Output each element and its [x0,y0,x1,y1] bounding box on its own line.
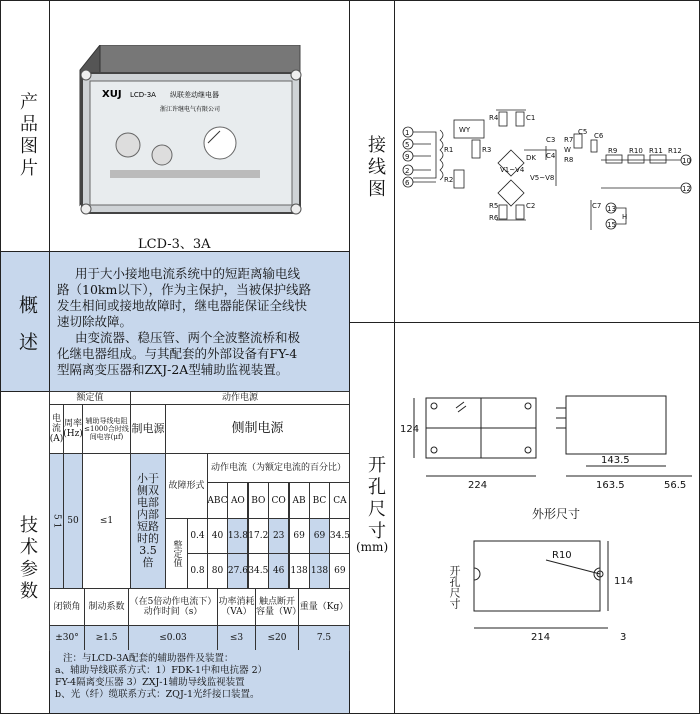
freq-value: 50 [63,453,83,589]
wiring-diagram [396,90,696,240]
terminal-label: 6 [405,179,410,187]
outline-title: 外形尺寸 [532,507,581,521]
terminal-label: 12 [682,185,691,193]
phase-header: AB [289,482,310,519]
note-line: b、光（纤）缆联系方式：ZQJ-1光纤接口装置。 [55,689,260,700]
bottom-value: ≤20 [255,625,299,651]
row1-cell: 69 [309,518,330,554]
terminal-label: 9 [405,153,410,161]
row1-cell: 17.2 [248,518,269,554]
row1-cell: 34.5 [329,518,350,554]
part-label: R2 [444,176,454,184]
bottom-value: ≤0.03 [128,625,218,651]
aux-header: 辅助导线电阻≤1000合时线间电容(μf) [82,404,131,454]
note-line: FY-4隔离变压器 3）ZXJ-1辅助导线监视装置 [55,677,245,688]
dim-front-h: 124 [400,424,420,435]
notes [50,650,349,713]
part-label: R7 [564,136,574,144]
row1-cell: 69 [289,518,310,554]
phase-header: ABC [207,482,228,519]
hole-drawing-label: 开孔尺寸 [448,565,461,609]
dim-hole-h: 114 [614,576,634,587]
part-label: R10 [629,147,643,155]
part-label: R11 [649,147,663,155]
bottom-value: ±30° [49,625,85,651]
note-line: a、辅助导线联系方式：1）FDK-1中和电抗器 2） [55,665,268,676]
part-label: V5~V8 [530,174,555,182]
part-label: C4 [546,152,556,160]
dim-side-a: 143.5 [601,455,630,466]
power-header: 制电源 [130,404,166,454]
phase-header: CA [329,482,350,519]
part-label: C2 [526,202,536,210]
note-line: 注：与LCD-3A配套的辅助器件及装置： [63,653,234,664]
desc-value: 小于侧双电部内部短路时的3.5倍 [130,453,166,589]
overview-line: 型隔离变压器和ZXJ-2A型辅助监视装置。 [57,362,289,377]
dim-hole-w: 214 [531,632,551,643]
overview-line: 速切除故障。 [57,314,133,329]
part-label: R12 [668,147,682,155]
panel-model: LCD-3A [130,91,156,99]
wiring-section-label: 接线图 [365,135,386,201]
setting-header: 整定值 [165,518,188,589]
dim-radius: R10 [552,550,572,561]
product-section-label: 产品图片 [17,92,38,180]
phase-header: BO [248,482,269,519]
current-header: 电流(A) [49,404,64,454]
fault-form-header: 故障形式 [165,453,208,519]
row2-cell: 27.6 [227,553,248,589]
panel-name: 纵联差动继电器 [170,91,219,99]
dim-hole-gap: 3 [620,632,627,643]
row2-cell: 34.5 [248,553,269,589]
product-caption: LCD-3、3A [138,237,211,252]
part-label: DK [526,154,536,162]
part-label: R6 [489,214,499,222]
dim-side-b: 163.5 [596,480,625,491]
part-label: C3 [546,136,556,144]
row2-cell: 138 [309,553,330,589]
panel-brand: XUJ [102,89,122,100]
dimension-drawings [396,378,698,678]
bottom-value: ≥1.5 [84,625,129,651]
part-label: R4 [489,114,499,122]
row2-cell: 138 [289,553,310,589]
overview-text [57,266,311,378]
phase-header: BC [309,482,330,519]
bottom-value: 7.5 [298,625,350,651]
phase-header: AO [227,482,248,519]
overview-section-label: 概述 [16,295,38,369]
bottom-header: 功率消耗（VA） [217,588,256,626]
bottom-header: 闭锁角 [49,588,85,626]
terminal-label: 13 [607,205,616,213]
part-label: R8 [564,156,574,164]
freq-header: 周率(Hz) [63,404,83,454]
op-current-header: 动作电流（为额定电流的百分比） [207,453,350,483]
terminal-label: 15 [607,221,616,229]
part-label: W [564,146,571,154]
side-power-header: 侧制电源 [165,404,350,454]
op-power-header: 动作电源 [130,391,350,405]
overview-line: 路（10km以下），作为主保护，当被保护线路 [57,282,312,297]
terminal-label: 1 [405,129,410,137]
bottom-header: （在5倍动作电流下）动作时间（s） [128,588,218,626]
row2-setting: 0.8 [187,553,208,589]
hole-unit-label: (mm) [356,540,389,554]
relay-photo [70,45,330,230]
row1-cell: 13.8 [227,518,248,554]
part-label: C7 [592,202,602,210]
part-label: C6 [594,132,604,140]
part-label: H [622,213,628,221]
bottom-header: 重量（Kg） [298,588,350,626]
rated-header: 额定值 [49,391,131,405]
row2-cell: 69 [329,553,350,589]
row1-cell: 23 [268,518,289,554]
row2-cell: 80 [207,553,228,589]
overview-line: 由变流器、稳压管、两个全波整流桥和极 [75,330,301,345]
part-label: R5 [489,202,499,210]
hole-section-label: 开孔尺寸 [365,455,386,543]
part-label: V1~V4 [500,166,525,174]
row1-cell: 40 [207,518,228,554]
overview-line: 用于大小接地电流系统中的短距离输电线 [75,266,301,281]
overview-line: 化继电器组成。与其配套的外部设备有FY-4 [57,346,298,361]
aux-value: ≤1 [82,453,131,589]
part-label: R3 [482,146,492,154]
tech-section-label: 技术参数 [17,515,38,603]
bottom-value: ≤3 [217,625,256,651]
terminal-label: 10 [682,157,691,165]
part-label: C5 [578,128,588,136]
part-label: C1 [526,114,536,122]
row1-setting: 0.4 [187,518,208,554]
row2-cell: 46 [268,553,289,589]
overview-line: 发生相间或接地故障时，继电器能保证全线快 [57,298,308,313]
phase-header: CO [268,482,289,519]
bottom-header: 制动系数 [84,588,129,626]
current-value: 5 1 [49,453,64,589]
part-label: R1 [444,146,454,154]
panel-maker: 浙江许继电气有限公司 [160,106,221,113]
bottom-header: 触点断开容量（W） [255,588,299,626]
part-label: WY [459,126,471,134]
dim-front-w: 224 [468,480,488,491]
part-label: R9 [608,147,618,155]
terminal-label: 2 [405,167,410,175]
terminal-label: 5 [405,141,410,149]
dim-side-c: 56.5 [664,480,687,491]
